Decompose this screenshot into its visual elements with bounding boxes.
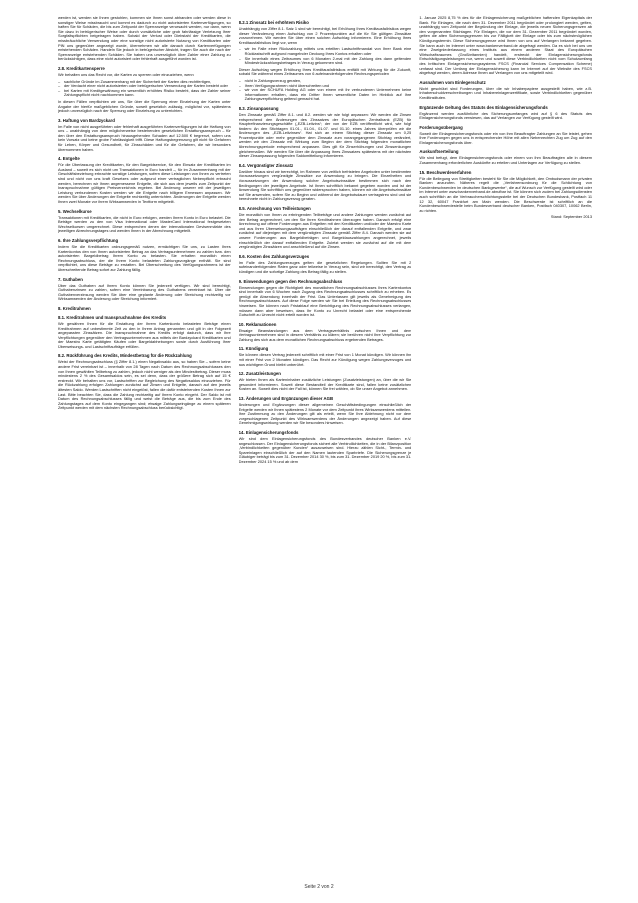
paragraph: Etwaige Beanstandungen aus dem Vertragsverhältnis zwischen Ihnen und dem Vertragsunternehmen sind in diesem Verhältnis zu klären; sie berühren nicht Ihre Verpflichtung zur Zahlung des sich aus dem monatlichen Rechnungsabschluss ergebenden Betrages. [238,327,412,342]
section-heading: 10. Reklamationen [238,321,277,327]
column-middle [239,16,412,878]
document-page [58,16,592,878]
section-heading: 3. Haftung von Bardzyckard [58,117,115,123]
paragraph: Im Falle von nicht ausgeführten oder fehlerhaft ausgeführten Kartenverfügungen ist die Haftung von uns – unabhängig von dem möglicherweise bestehenden gesetzlichen Erstattungsanspruch – für den über den Erstattungsanspruch hinausgehenden Schaden auf 12.500 € begrenzt, sofern uns kein Vorsatz und keine grobe Fahrlässigkeit trifft. Diese Haftungsbegrenzung gilt nicht für Gefahren für Leben, Körper und Gesundheit, für Zinsschäden und für die Gefahren, die wir besonders übernommen haben. [58,123,231,152]
section-heading: 15. Beschwerdeverfahren [419,169,472,175]
section-heading: 5. Wechselkurse [58,208,92,214]
bullet-list [239,47,412,65]
section-heading: 8.2. Rückführung des Kredits, Mindestbetrag für die Rückzahlung [58,353,192,359]
list-item: – sachliche Gründe im Zusammenhang mit der Sicherheit der Karten dies rechtfertigen, [64,80,231,85]
paragraph: Wir gewähren Ihnen für die Erstattung der Ihrem Kartenkonto belasteten Beträge einen Kreditrahmen auf unbestimmte Zeit zu den in Ihrem Antrag genannten und gilt in der Folgezeit angepassten Zinssätzen. Die Inanspruchnahme des Kredits erfolgt dadurch, dass wir Ihre Verpflichtungen gegenüber den Vertragsunternehmen aus mittels der Bardzyckard Kreditkarten und der Maestro Karte getätigten Käufen oder Bargeldabhebungen sowie durch Ausführung Ihrer Überweisungs- und Lastschriftaufträge erfüllen. [58,320,231,349]
column-left [58,16,231,878]
list-item: – Sie innerhalb eines Zeitraumes von 6 Monaten 2-mal mit der Zahlung des dann geltenden Mindestrückzahlungsbetrages in Verzug gekommen sind. [245,57,412,66]
paragraph: Soweit der Einlagensicherungsfonds oder ein von ihm Beauftragter Zahlungen an Sie leistet, gehen Ihre Forderungen gegen uns in entsprechender Höhe mit allen Nebenrechten Zug um Zug auf den Einlagensicherungsfonds über. [419,130,593,145]
paragraph: Wir sind dem Einlagensicherungsfonds des Bundesverbandes deutscher Banken e.V. angeschlossen. Der Einlagensicherungsfonds sichert alle Verbindlichkeiten, die in der Bilanzposition „Verbindlichkeiten gegenüber Kunden“ auszuweisen sind. Hierzu zählen Sicht-, Termin- und Spareinlagen einschließlich der auf den Namen lautenden Sparbriefe. Die Sicherungsgrenze je Gläubiger beträgt bis zum 31. Dezember 2014 30 %, bis zum 31. Dezember 2019 20 %, bis zum 31. Dezember 2024 15 % und ab dem [238,436,412,464]
list-item: – bei Karten mit Kreditgewährung ein wesentlich erhöhtes Risiko besteht, dass der Zahler seiner Zahlungspflicht nicht nachkommen kann. [64,89,231,98]
paragraph: Unabhängig von Ziffer 8.1. Satz 1 sind wir berechtigt, bei Erhöhung Ihres Kreditausfallrisikos wegen dieser Veränderung einen Aufschlag von 2 Prozentpunkten auf die für Sie gültigen Zinssätze vorzunehmen. Wir werden Sie über einen solchen Aufschlag informieren. Eine Erhöhung Ihres Kreditausfallrisikos liegt vor, wenn [238,26,412,45]
section-heading: 6. Ihre Zahlungsverpflichtung [58,237,119,243]
section-heading: 8.1. Kreditrahmen und Inanspruchnahme des Kredits [58,314,167,320]
bullet-list [58,80,231,98]
paragraph: Für die Beilegung von Streitigkeiten besteht für Sie die Möglichkeit, den Ombudsmann der privaten Banken anzurufen. Näheres regelt die „Verfahrensordnung für die Schlichtung von Kundenbeschwerden im deutschen Bankgewerbe“, die auf Wunsch zur Verfügung gestellt wird oder im Internet unter www.bankenverband.de abrufbar ist. Sie können sich zudem bei Zahlungsdiensten auch schriftlich an die Verbraucherschlichtungsstelle bei der Deutschen Bundesbank, Postfach 11 12 32, 60047 Frankfurt am Main wenden. Die Beschwerde ist schriftlich an die Kundenbeschwerdestelle beim Bundesverband deutscher Banken, Postfach 040307, 10062 Berlin, zu richten. [419,175,593,213]
section-heading: 9. Einwendungen gegen den Rechnungsabschluss [238,278,343,284]
paragraph: Dieser Aufschlag wegen Erhöhung Ihres Kreditausfallrisikos entfällt mit Wirkung für die Zukunft, sobald Sie während eines Zeitraumes von 6 aufeinanderfolgenden Rechnungsperioden [238,66,412,77]
section-heading: 8.2.1 Zinssatz bei erhöhtem Risiko [238,20,309,25]
list-item: – der Verdacht einer nicht autorisierten oder betrügerischen Verwendung der Karten besteht oder [64,84,231,89]
section-heading: 8. Kreditrahmen [58,305,91,311]
page-number: Seite 2 von 2 [304,884,334,890]
paragraph: Sie können diesen Vertrag jederzeit schriftlich mit einer Frist von 1 Monat kündigen. Wir können ihn mit einer Frist von 2 Monaten kündigen. Das Recht zur Kündigung wegen Zahlungsverzuges und aus wichtigem Grund bleibt unberührt. [238,352,412,367]
paragraph: 1. Januar 2025 8,75 % des für die Einlagensicherung maßgeblichen haftenden Eigenkapitals der Bank. Für Einlagen, die nach dem 31. Dezember 2011 begründet oder prolongiert werden, gelten, unabhängig vom Zeitpunkt der Begründung der Einlage, die jeweils neuen Sicherungsgrenzen ab den vorgenannten Stichtagen. Für Einlagen, die vor dem 31. Dezember 2011 begründet wurden, gelten die alten Sicherungsgrenzen bis zur Fälligkeit der Einlage oder bis zum nächstmöglichen Kündigungstermin. Diese Sicherungsgrenze wird Ihnen von uns auf Verlangen bekannt gegeben. Sie kann auch im Internet unter www.bankenverband.de abgefragt werden. Da es sich bei uns um eine Zweigniederlassung eines Instituts aus einem anderen Staat des Europäischen Wirtschaftsraumes (Großbritannien) handelt, erstreckt der Einlagensicherungsfonds Entschädigungsleistungen nur, wenn und soweit diese Verbindlichkeiten nicht vom Schutzumfang des britischen Einlagensicherungssystems FSCS (Financial Services Compensation Scheme) umfasst sind. Der Umfang der Einlagensicherung kann im Internet auf der Website des FSCS abgefragt werden, deren Adresse Ihnen auf Verlangen von uns mitgeteilt wird. [419,16,593,76]
list-item: – wir von der SCHUFA Holding AG oder von einem mit ihr verbundenen Unternehmen keine Informationen erhalten, dass ein Dritter Ihnen wesentliche Daten im Hinblick auf Ihre Zahlungsverpflichtung geltend gemacht hat. [245,88,412,102]
column-right [419,16,592,878]
section-heading: 11. Kündigung [238,346,269,352]
list-item: – nicht in Zahlungsverzug geraten, [245,79,412,84]
section-heading: 7. Guthaben [58,276,83,282]
paragraph: Für die Überlassung der Kreditkarten, für den Bargeldservice, für den Einsatz der Kreditkarten im Ausland – soweit es sich nicht um Transaktionen in Euro handelt –, für im Zusammenhang mit der Geschäftsbeziehung erbrachte sonstige Leistungen, sofern diese Leistungen von Ihnen zu vertreten sind und nicht von uns kraft Gesetzes oder aufgrund einer vertraglichen Nebenpflicht erbracht werden, berechnen wir Ihnen angemessene Entgelte, die sich aus dem jeweils zum Zeitpunkt der Inanspruchnahme gültigen Preisverzeichnis ergeben. Bei Änderung unserer mit der jeweiligen Leistung verbundenen Kosten werden wir die Entgelte nach billigem Ermessen anpassen. Wir werden Sie über Änderungen der Entgelte rechtzeitig unterrichten. Änderungen der Entgelte werden Ihnen zwei Monate vor ihrem Wirksamwerden in Textform mitgeteilt. [58,162,231,204]
section-heading: 14. Einlagensicherungsfonds [238,430,299,435]
paragraph: Darüber hinaus sind wir berechtigt, im Rahmen von zeitlich befristeten Angeboten unter bestimmten Voraussetzungen vergünstigte Zinssätze zur Anwendung zu bringen. Die Einzelheiten und Voraussetzungen der Anwendung solcher Angebotszinssätze bestimmen sich nach den Bedingungen der jeweiligen Angebote. Ist Ihnen schriftlich bekannt gegeben worden und ist der Anwendung Sie schriftlich uns gegenüber widersprochen haben, können wir die Angebotszinssätze auf Sie anwenden, sofern Sie zu Beginn und während der Angebotsdauer vertragstreu sind und sie berechnete nicht in Zahlungsverzug geraten. [238,168,412,202]
paragraph: Wir bieten Ihnen als Karteninhaber zusätzliche Leistungen (Zusatzleistungen) an, über die wir Sie gesondert informieren. Soweit diese Bestandteil der Kreditkarte sind, fallen keine zusätzlichen Kosten an. Soweit dies nicht der Fall ist, können Sie frei wählen, ob Sie unser Angebot annehmen. [238,377,412,392]
section-heading: 4. Entgelte [58,156,80,162]
paragraph: Weist der Rechnungsabschluss (§ Ziffer 8.1.) einen Negativsaldo aus, so haben Sie – sofern keine andere Frist vereinbart ist – innerhalb von 28 Tagen nach Datum des Rechnungsabschlusses den von Ihnen gewählten Teilbetrag zu zahlen, jedoch nicht weniger als den Mindestbetrag. Dieser muss mindestens 2 % des Gesamtsaldos sein, es sei denn, dass der größere Betrag sich auf 15 € erstreckt. Wir behalten uns vor, Lastschriften zur Begleichung des Negativsaldos einzuziehen. Für die Rückzahlung erfolgen Zahlungen zunächst auf Zinsen und Entgelte, danach auf den jeweils ältesten Saldo. Werden Lastschriften nicht eingelöst, fallen die dafür entstehenden Kosten Ihnen zur Last. Bitte beachten Sie, dass die Zahlung rechtzeitig auf Ihrem Konto eingeht. Der Saldo ist mit Datum des Rechnungsabschlusses fällig und weist die Beträge aus, die bis zum Ende des Zahlungstages auf dem Konto eingegangen sind; etwaige Zahlungseingänge zu einem späteren Zeitpunkt werden mit dem nächsten Rechnungsabschluss berücksichtigt. [58,359,231,411]
list-item: – wir im Falle einer Rückzahlung mittels uns erteilten Lastschriftmandat von Ihrer Bank eine Rücklastschrift aufgrund mangelnder Deckung Ihres Kontos erhalten oder [245,47,412,56]
section-heading: 8.3. Zinsanpassung [238,105,279,111]
paragraph: Indem Sie die Kreditkarten ordnungsgemäß nutzen, ermächtigen Sie uns, zu Lasten Ihres Kartenkontos den von Ihnen autorisierten Betrag an das Vertragsunternehmen zu zahlen bzw. den autorisierten Bargeldbetrag Ihrem Konto zu belasten. Sie erhalten monatlich einen Rechnungsabschluss, der die Ihrem Konto belasteten Zahlungsvorgänge enthält. Sie sind verpflichtet, uns diese Beträge zu erstatten. Bei Überschreitung des Verfügungsrahmens ist der überschreitende Betrag sofort zur Zahlung fällig. [58,243,231,272]
section-heading: Auskunftserteilung [419,149,459,155]
section-heading: Ausnahmen vom Einlegerschutz [419,79,486,85]
list-item: – Ihren Verfügungsrahmen nicht überschreiten und [245,84,412,89]
paragraph: Die monatlich von Ihnen zu erbringenden Teilbeträge und andere Zahlungen werden zunächst auf den Betrag angerechnet, um den Sie Ihren Kreditrahmen überzogen haben. Danach erfolgt eine Anrechnung auf offene Forderungen aus Entgelten mit den Kreditkarten und/oder der Maestro Karte und aus Ihren Überweisungsaufträgen einschließlich der darauf entfallenden Entgelte, und zwar zunächst auf diejenigen mit dem vergünstigten Zinssatz gemäß Ziffer 8.4. Danach werden sie auf unsere Forderungen aus Bargeldbeträgen und Bargeldauszahlungen angerechnet, jeweils einschließlich der darauf entfallenden Entgelte. Zuletzt werden sie zunächst auf die mit dem vergünstigten Zinssätzen und anschließend auf die Zinsen. [238,212,412,250]
section-heading: 8.5. Anrechnung von Teilleistungen [238,206,311,211]
paragraph: Wir sind befugt, dem Einlagensicherungsfonds oder einem von ihm Beauftragten alle in diesem Zusammenhang erforderlichen Auskünfte zu erteilen und Unterlagen zur Verfügung zu stellen. [419,155,593,166]
stand-date: Stand: September 2013 [550,214,593,220]
paragraph: In diesen Fällen verpflichten wir uns, Sie über die Sperrung einer Einziehung der Karten unter Angabe der hierfür maßgeblichen Gründe, soweit gesetzlich zulässig, möglichst vor, spätestens jedoch unverzüglich nach der Sperrung oder Einziehung zu unterrichten. [58,98,231,114]
paragraph: Im Falle des Zahlungsverzuges gelten die gesetzlichen Regelungen. Sollten Sie mit 2 aufeinanderfolgenden Raten ganz oder teilweise in Verzug sein, sind wir berechtigt, den Vertrag zu kündigen und die sofortige Zahlung des Betrag fällig zu stellen. [238,259,412,274]
paragraph: Einwendungen gegen die Richtigkeit des monatlichen Rechnungsabschlusses Ihres Kartenkontos sind innerhalb von 6 Wochen nach Zugang des Rechnungsabschlusses schriftlich zu erheben. Es genügt die Absendung innerhalb der Frist. Das Unterlassen gilt jeweils als Genehmigung des Rechnungsabschlusses. Auf diese Folge werden wir Sie bei Erteilung des Rechnungsabschlusses hinweisen. Sie können nach Fristablauf eine Berichtigung des Rechnungsabschlusses verlangen, müssen dann aber beweisen, dass Ihr Konto zu Unrecht belastet oder eine entsprechende Gutschrift zu Unrecht nicht erteilt worden ist. [238,284,412,318]
paragraph: werden ist, werden sie Ihnen gestohlen, kommen sie Ihnen sonst abhanden oder werden diese in sonstiger Weise missbraucht und kommt es dadurch zu nicht autorisierten Kartenverfügungen, so haften Sie für Schäden, die bis zum Zeitpunkt der Sperranzeige verursacht werden, nur dann, wenn Sie dazu in betrügerischer Weise oder durch vorsätzliche oder grob fahrlässige Verletzung Ihrer Sorgfaltspflichten beigetragen haben. Sobald der Verlust oder Diebstahl der Kreditkarten, die missbräuchliche Verwendung oder eine sonstige nicht autorisierte Nutzung von Kreditkarten oder PIN uns gegenüber angezeigt wurde, übernehmen wir alle danach durch Kartenverfügungen entstehenden Schäden. Handeln Sie jedoch in betrügerischer Absicht, tragen Sie auch die nach der Sperranzeige entstehenden Schäden. Sie haben uns unverzüglich über Zahler einer Zahlung zu berücksichtigen, dass eine nicht autorisiert oder fehlerhaft ausgeführt worden ist. [58,16,231,62]
section-heading: 12. Zusatzleistungen [238,371,281,377]
paragraph: Ergänzend werden ausführliche des Sicherungsumfanges wird auf § 6 des Statuts des Einlagensicherungsfonds verwiesen, das auf Verlangen zur Verfügung gestellt wird. [419,110,593,121]
bullet-list [239,79,412,102]
paragraph: Wir behalten uns das Recht vor, die Karten zu sperren oder einzuziehen, wenn [58,71,194,77]
section-heading: Ergänzende Geltung des Statuts des Einlagensicherungsfonds [419,104,548,110]
section-heading: 8.4. Vergünstigter Zinssatz [238,162,294,168]
paragraph: Transaktionen mit Kreditkarten, die nicht in Euro erfolgen, werden Ihrem Konto in Euro belastet. Die Beträge werden zu den von Visa International oder MasterCard International festgesetzten Wechselkursen umgerechnet. Diese entsprechen denen der internationalen Devisenmärkte des jeweiligen Abrechnungstages und werden Ihnen in der Abrechnung mitgeteilt. [58,214,231,234]
paragraph: Den Zinssatz gemäß Ziffer 8.1. und 8.2. werden wir wie folgt anpassen: Wir werden die Zinsen entsprechend den Änderungen des Zinssatzes der Europäischen Zentralbank (EZB) für Hauptrefinanzierungsgeschäfte („EZB-Leitzins“; der von der EZB veröffentlicht wird, wie folgt ändern: An den Stichtagen 01.01., 01.04., 01.07. und 01.10. eines Jahres überprüfen wir die Änderungen des „EZB-Leitzinses“. Hat sich an einem Stichtag dieser Zinssatz um 0,25 Prozentpunkte oder mehr gegenüber dem Zinssatz zum vorangegangenen Stichtag verändert, werden wir den Zinssatz mit Wirkung zum Beginn der dem Stichtag folgenden monatlichen Abrechnungsperiode entsprechend anpassen. Dies gilt für Zinserhöhungen und Zinssenkungen gleichermaßen. Wir werden Sie über die Anpassung Ihres Zinssatzes spätestens mit der nächsten dieser Zinsanpassung folgenden Saldomitteilung informieren. [238,111,412,159]
section-heading: 8.6. Kosten des Zahlungsverzuges [238,253,310,259]
paragraph: Änderungen und Ergänzungen dieser allgemeinen Geschäftsbedingungen einschließlich der Entgelte werden wir Ihnen spätestens 2 Monate vor dem Zeitpunkt ihres Wirksamwerdens mitteilen. Ihre Zustimmung zu den Änderungen gilt als erteilt, wenn Sie Ihre Ablehnung nicht vor dem vorgeschlagenen Zeitpunkt des Wirksamwerdens der Änderungen angezeigt haben. Auf diese Genehmigungswirkung werden wir Sie besonders hinweisen. [238,402,412,426]
section-heading: 13. Änderungen und Ergänzungen dieser AGB [238,396,334,402]
paragraph: Nicht geschützt sind Forderungen, über die wir Inhaberpapiere ausgestellt haben, wie z.B. Inhaberschuldverschreibungen und Inhabereinlagenzertifikate, sowie Verbindlichkeiten gegenüber Kreditinstituten. [419,85,593,100]
section-heading: Forderungsübergang [419,124,463,130]
section-heading: 2.8. Kreditkartensperre [58,65,105,71]
paragraph: Über das Guthaben auf Ihrem Konto können Sie jederzeit verfügen. Wir sind berechtigt, Guthabenzinsen zu zahlen, sofern eine Vereinbarung des Guthabens vereinbart ist. Über die Guthabenverzinsung werden Sie über eine geplante Änderung oder Streichung rechtzeitig vor Wirksamwerden der Änderung oder Streichung informiert. [58,282,231,302]
